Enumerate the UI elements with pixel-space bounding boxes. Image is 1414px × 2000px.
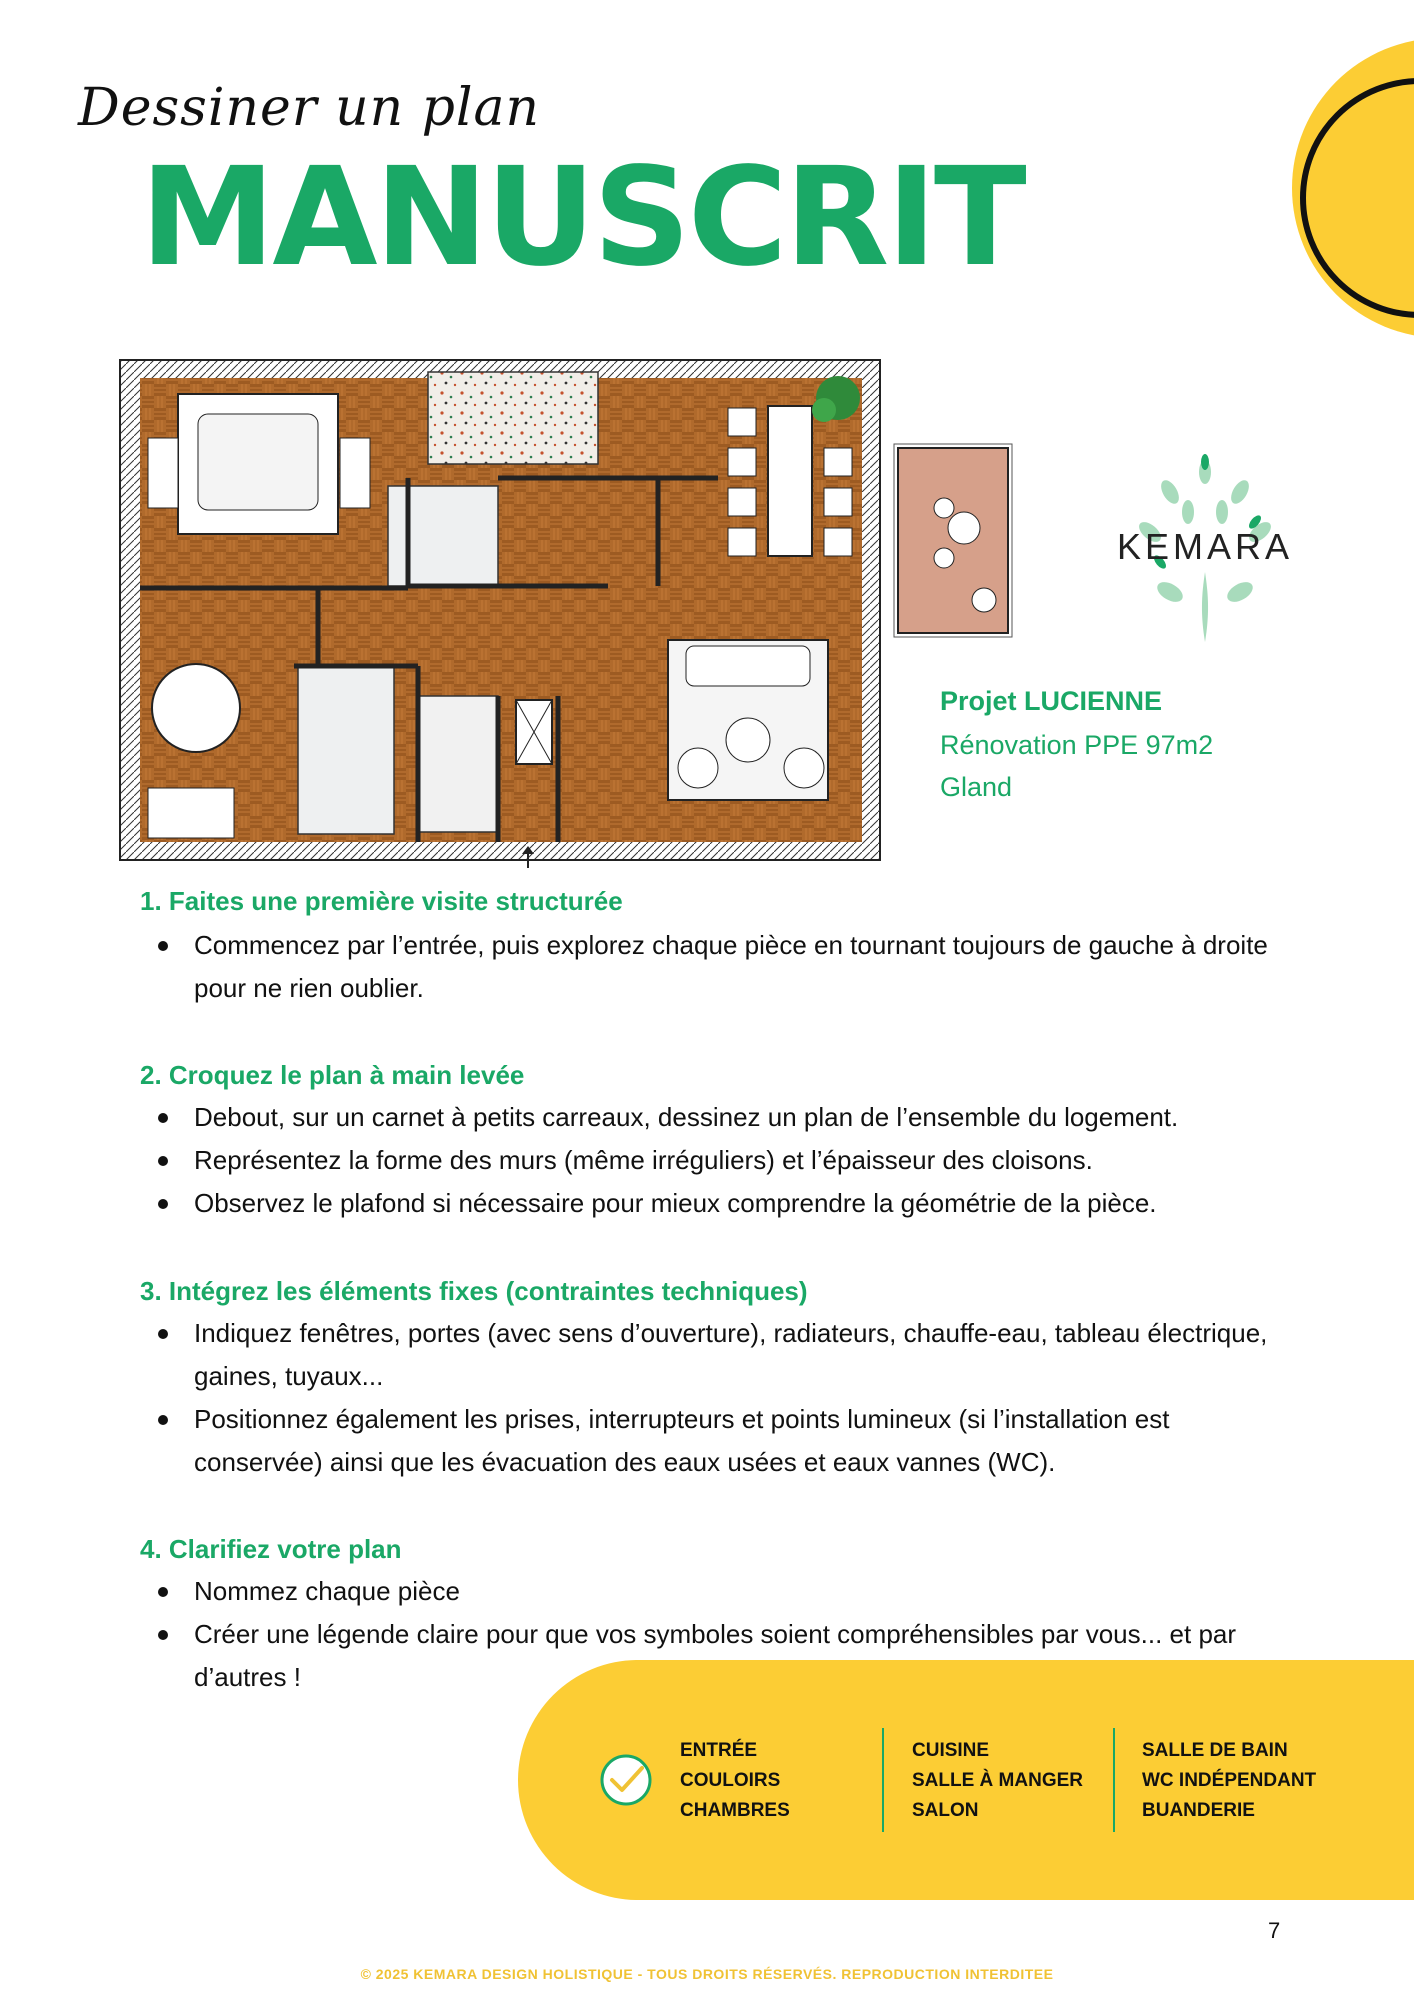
column-divider [882,1728,884,1832]
list-item: Créer une légende claire pour que vos symboles soient compréhensibles par vous... et par d’autres ! [158,1613,1298,1699]
script-subtitle: Dessiner un plan [78,78,541,138]
list-item: Debout, sur un carnet à petits carreaux, dessinez un plan de l’ensemble du logement. [158,1096,1298,1139]
checklist-item: SALLE À MANGER [912,1770,1083,1791]
list-item: Représentez la forme des murs (même irréguliers) et l’épaisseur des cloisons. [158,1139,1298,1182]
list-item: Positionnez également les prises, interrupteurs et points lumineux (si l’installation est conservée) ainsi que les évacuation des eaux usées et eaux vannes (WC). [158,1398,1298,1484]
section-title-3: 3. Intégrez les éléments fixes (contraintes techniques) [140,1276,808,1306]
footer-copyright: © 2025 KEMARA DESIGN HOLISTIQUE - TOUS DROITS RÉSERVÉS. REPRODUCTION INTERDITEE [360,1966,1054,1982]
checklist-item: COULOIRS [680,1770,781,1791]
column-divider [1113,1728,1115,1832]
section-title-4: 4. Clarifiez votre plan [140,1534,402,1564]
page-number: 7 [1268,1918,1281,1943]
list-item: Commencez par l’entrée, puis explorez chaque pièce en tournant toujours de gauche à droite pour ne rien oublier. [158,924,1298,1010]
checklist-item: WC INDÉPENDANT [1142,1770,1317,1791]
list-item: Observez le plafond si nécessaire pour mieux comprendre la géométrie de la pièce. [158,1182,1298,1225]
checklist-item: SALON [912,1800,979,1821]
checklist-item: CUISINE [912,1740,990,1761]
checkmark-circle-icon [598,1752,654,1808]
checklist-item: ENTRÉE [680,1740,758,1761]
list-item: Indiquez fenêtres, portes (avec sens d’ouverture), radiateurs, chauffe-eau, tableau électrique, gaines, tuyaux... [158,1312,1298,1398]
checklist-item: BUANDERIE [1142,1800,1255,1821]
section-title-2: 2. Croquez le plan à main levée [140,1060,525,1090]
list-item: Nommez chaque pièce [158,1570,1298,1613]
project-subtitle: Rénovation PPE 97m2 [940,730,1214,760]
logo-wordmark: KEMARA [1116,526,1294,567]
kemara-logo [1110,452,1300,644]
checklist-column-1 [680,1736,790,1826]
checklist-item: CHAMBRES [680,1800,790,1821]
checklist-item: SALLE DE BAIN [1142,1740,1288,1761]
section-title-1: 1. Faites une première visite structurée [140,886,623,916]
page-title: MANUSCRIT [140,139,1024,297]
project-location: Gland [940,772,1013,802]
project-title: Projet LUCIENNE [940,686,1163,716]
checklist-column-3 [1142,1736,1316,1826]
floor-plan-illustration [118,348,1018,870]
checklist-column-2 [912,1736,1083,1826]
